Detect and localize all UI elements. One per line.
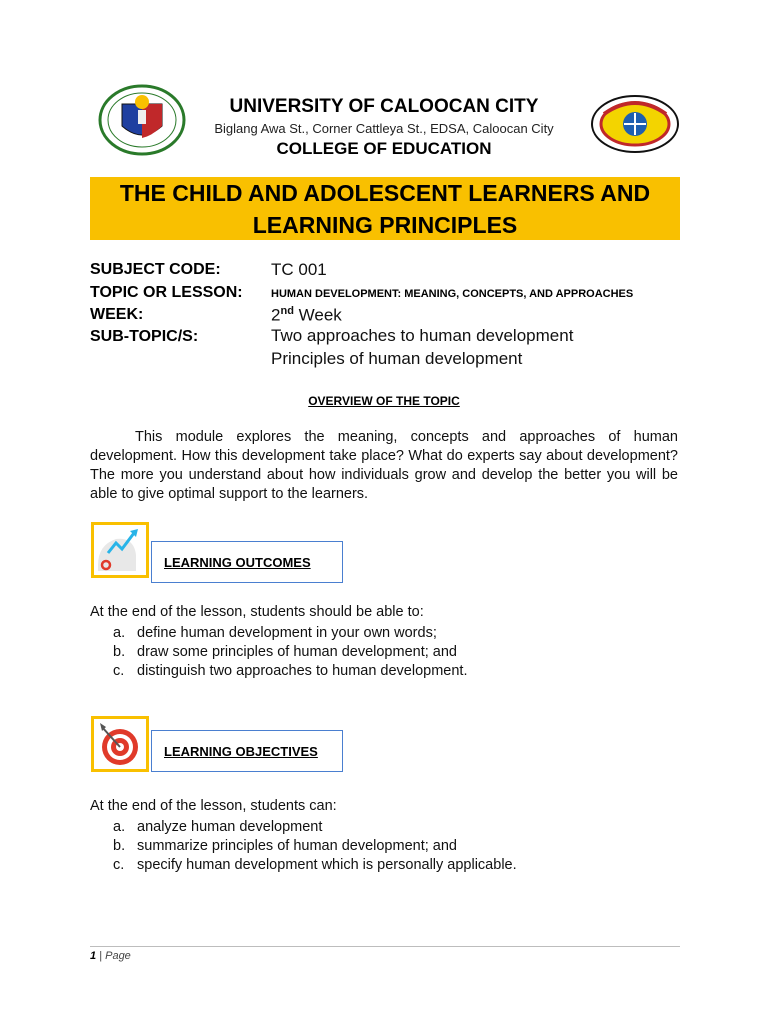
page-footer [90, 950, 131, 962]
week-word: Week [293, 305, 342, 325]
objectives-icon-box [91, 716, 149, 772]
list-item: a. define human development in your own words; [113, 625, 437, 641]
outcomes-icon-box [91, 522, 149, 578]
footer-divider [90, 946, 680, 947]
subject-code-label: SUBJECT CODE: [90, 261, 221, 278]
outcomes-list [113, 624, 467, 681]
overview-title: OVERVIEW OF THE TOPIC [308, 394, 460, 408]
objectives-list [113, 818, 517, 875]
footer-separator: | [96, 950, 106, 962]
page-label: Page [105, 950, 131, 962]
growth-chart-icon [94, 525, 146, 575]
list-item: b. draw some principles of human development; and [113, 644, 457, 660]
list-item: b. summarize principles of human development; and [113, 838, 457, 854]
subtopic-1: Two approaches to human development [271, 326, 574, 345]
page-number: 1 [90, 950, 97, 962]
subtopic-label: SUB-TOPIC/S: [90, 328, 199, 345]
week-suffix: nd [280, 305, 294, 317]
topic-label: TOPIC OR LESSON: [90, 284, 243, 301]
university-address: Biglang Awa St., Corner Cattleya St., EDSA, Caloocan City [214, 121, 554, 136]
week-number: 2 [271, 305, 281, 325]
outcomes-intro: At the end of the lesson, students should be able to: [90, 604, 424, 620]
college-name: COLLEGE OF EDUCATION [276, 139, 492, 158]
target-icon [94, 719, 146, 769]
outcomes-title: LEARNING OUTCOMES [151, 541, 343, 583]
objectives-title: LEARNING OBJECTIVES [151, 730, 343, 772]
list-item: c. distinguish two approaches to human development. [113, 663, 468, 679]
week-label: WEEK: [90, 306, 144, 323]
objectives-intro: At the end of the lesson, students can: [90, 798, 337, 814]
list-item: a. analyze human development [113, 819, 323, 835]
overview-paragraph: This module explores the meaning, concepts and approaches of human development. How this development take place? What do experts say about development? The more you understand about how individuals grow and develop the better you will be able to give optimal support to the learners. [90, 429, 678, 502]
course-title-banner: THE CHILD AND ADOLESCENT LEARNERS AND LEARNING PRINCIPLES [90, 177, 680, 240]
topic-value: HUMAN DEVELOPMENT: MEANING, CONCEPTS, AND APPROACHES [271, 288, 634, 300]
university-name: UNIVERSITY OF CALOOCAN CITY [229, 96, 539, 117]
week-value [271, 305, 342, 326]
subject-code-value: TC 001 [271, 260, 327, 279]
list-item: c. specify human development which is personally applicable. [113, 857, 517, 873]
subtopic-2: Principles of human development [271, 349, 523, 368]
